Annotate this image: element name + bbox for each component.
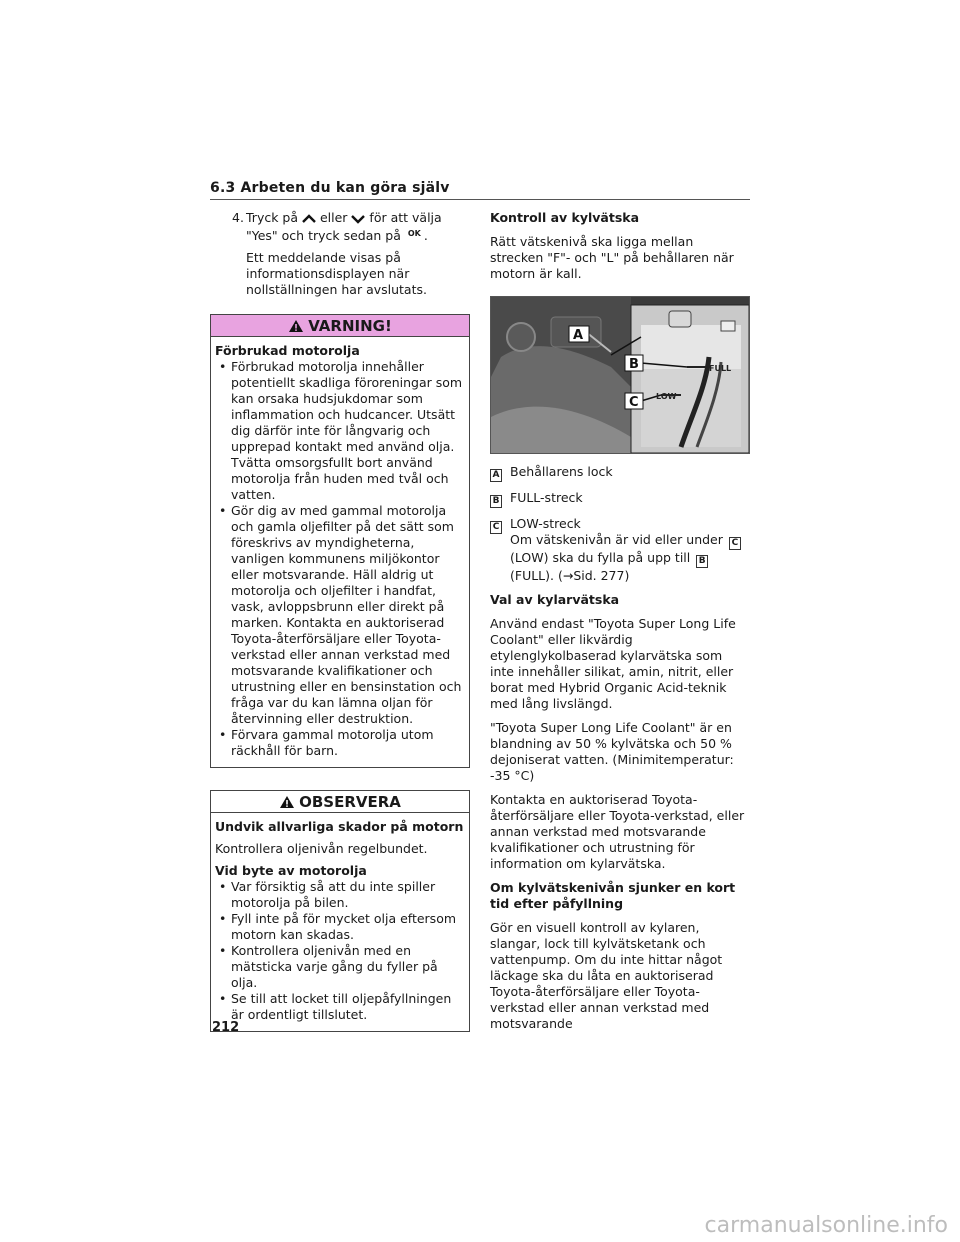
inline-key: C (729, 537, 741, 550)
step-4-instruction: Tryck på eller för att välja "Yes" och tryck sedan på $^{OK}$ . (246, 210, 442, 243)
step-4 (210, 210, 470, 298)
drop-paragraph-1: Gör en visuell kontroll av kylaren, slangar, lock till kylvätsketank och vattenpump. Om du inte hittar något läckage ska du låta en auktoriserad Toyota-återförsäljare eller Toyota-verkstad eller annan verkstad med motsvarande (490, 920, 723, 1031)
observera-body (211, 813, 469, 1031)
legend-key: B (490, 495, 502, 508)
observera-sub2: Vid byte av motorolja (215, 863, 367, 878)
legend-row-c (490, 516, 750, 584)
step-4-note: Ett meddelande visas på informationsdisplayen när nollställningen har avslutats. (246, 250, 427, 297)
left-column (210, 210, 470, 1032)
page-number: 212 (212, 1020, 240, 1035)
legend-row-b (490, 490, 750, 508)
legend-text: LOW-streck (510, 516, 581, 531)
inline-key: B (696, 555, 708, 568)
observera-box (210, 790, 470, 1032)
choice-paragraph-3: Kontakta en auktoriserad Toyota-återförsäljare eller Toyota-verkstad, eller annan verkstad med motsvarande kvalifikationer och utrustning för information om kylarvätska. (490, 792, 745, 871)
right-column (490, 210, 750, 1032)
legend-list (490, 464, 750, 584)
drop-heading: Om kylvätskenivån sjunker en kort tid efter påfyllning (490, 880, 736, 911)
warning-subtitle: Förbrukad motorolja (215, 343, 360, 358)
choice-paragraph-1: Använd endast "Toyota Super Long Life Coolant" eller likvärdig etylenglykolbaserad kylarvätska som inte innehåller silikat, amin, nitrit, eller borat med Hybrid Organic Acid-teknik med lång livslängd. (490, 616, 736, 711)
choice-heading: Val av kylarvätska (490, 592, 620, 607)
image-text-full: FULL (709, 364, 732, 373)
section-title: 6.3 Arbeten du kan göra själv (210, 180, 450, 196)
chevron-up-icon (302, 214, 316, 224)
list-item: • Kontrollera oljenivån med en mätsticka varje gång du fyller på olja. (215, 943, 465, 991)
image-label-b: B (629, 357, 639, 372)
warning-box (210, 314, 470, 768)
coolant-reservoir-image (490, 296, 750, 454)
ok-button-icon: OK (407, 229, 421, 238)
image-label-a: A (573, 328, 584, 343)
section-header (210, 180, 750, 200)
list-item: • Se till att locket till oljepåfyllningen är ordentligt tillslutet. (215, 991, 465, 1023)
warning-body (211, 337, 469, 767)
chevron-down-icon (351, 214, 365, 224)
list-item: • Fyll inte på för mycket olja eftersom motorn kan skadas. (215, 911, 465, 943)
observera-title: OBSERVERA (299, 792, 401, 811)
legend-text: FULL-streck (510, 490, 583, 505)
observera-text1: Kontrollera oljenivån regelbundet. (215, 841, 428, 856)
list-item: • Förvara gammal motorolja utom räckhåll för barn. (215, 727, 465, 759)
step-number: 4. (232, 210, 244, 225)
list-item: • Förbrukad motorolja innehåller potentiellt skadliga föroreningar som kan orsaka hudsjukdomar som inflammation och hudcancer. Utsätt dig därför inte för långvarig och upprepad kontakt med använd olja. Tvätta omsorgsfullt bort använd motorolja från huden med tvål och vatten. (215, 359, 465, 503)
legend-c-note: Om vätskenivån är vid eller under C (LOW) ska du fylla på upp till B (FULL). (→Sid. 277) (510, 532, 750, 584)
warning-header (211, 315, 469, 337)
legend-key: A (490, 469, 502, 482)
image-text-low: LOW (656, 392, 677, 401)
list-item: • Var försiktig så att du inte spiller motorolja på bilen. (215, 879, 465, 911)
list-item: • Gör dig av med gammal motorolja och gamla oljefilter på det sätt som föreskrivs av myndigheterna, vanligen kommunens miljökontor eller motsvarande. Häll aldrig ut motorolja och oljefilter i handfat, vask, avloppsbrunn eller direkt på marken. Kontakta en auktoriserad Toyota-återförsäljare eller Toyota-verkstad eller annan verkstad med motsvarande kvalifikationer och utrustning eller en bensinstation och fråga var du kan lämna oljan för återvinning eller destruktion. (215, 503, 465, 727)
coolant-heading: Kontroll av kylvätska (490, 210, 640, 225)
observera-sub1: Undvik allvarliga skador på motorn (215, 819, 464, 834)
legend-text: Behållarens lock (510, 464, 613, 479)
observera-header (211, 791, 469, 813)
legend-key: C (490, 521, 502, 534)
coolant-reservoir-illustration (491, 297, 750, 454)
caution-icon (279, 795, 295, 809)
warning-title: VARNING! (308, 316, 392, 335)
watermark: carmanualsonline.info (704, 1213, 948, 1238)
warning-icon (288, 319, 304, 333)
legend-row-a (490, 464, 750, 482)
image-label-c: C (629, 395, 639, 410)
choice-paragraph-2: "Toyota Super Long Life Coolant" är en blandning av 50 % kylvätska och 50 % dejoniserat vatten. (Minimitemperatur: -35 °C) (490, 720, 734, 783)
coolant-intro: Rätt vätskenivå ska ligga mellan strecken "F"- och "L" på behållaren när motorn är kall. (490, 234, 734, 281)
